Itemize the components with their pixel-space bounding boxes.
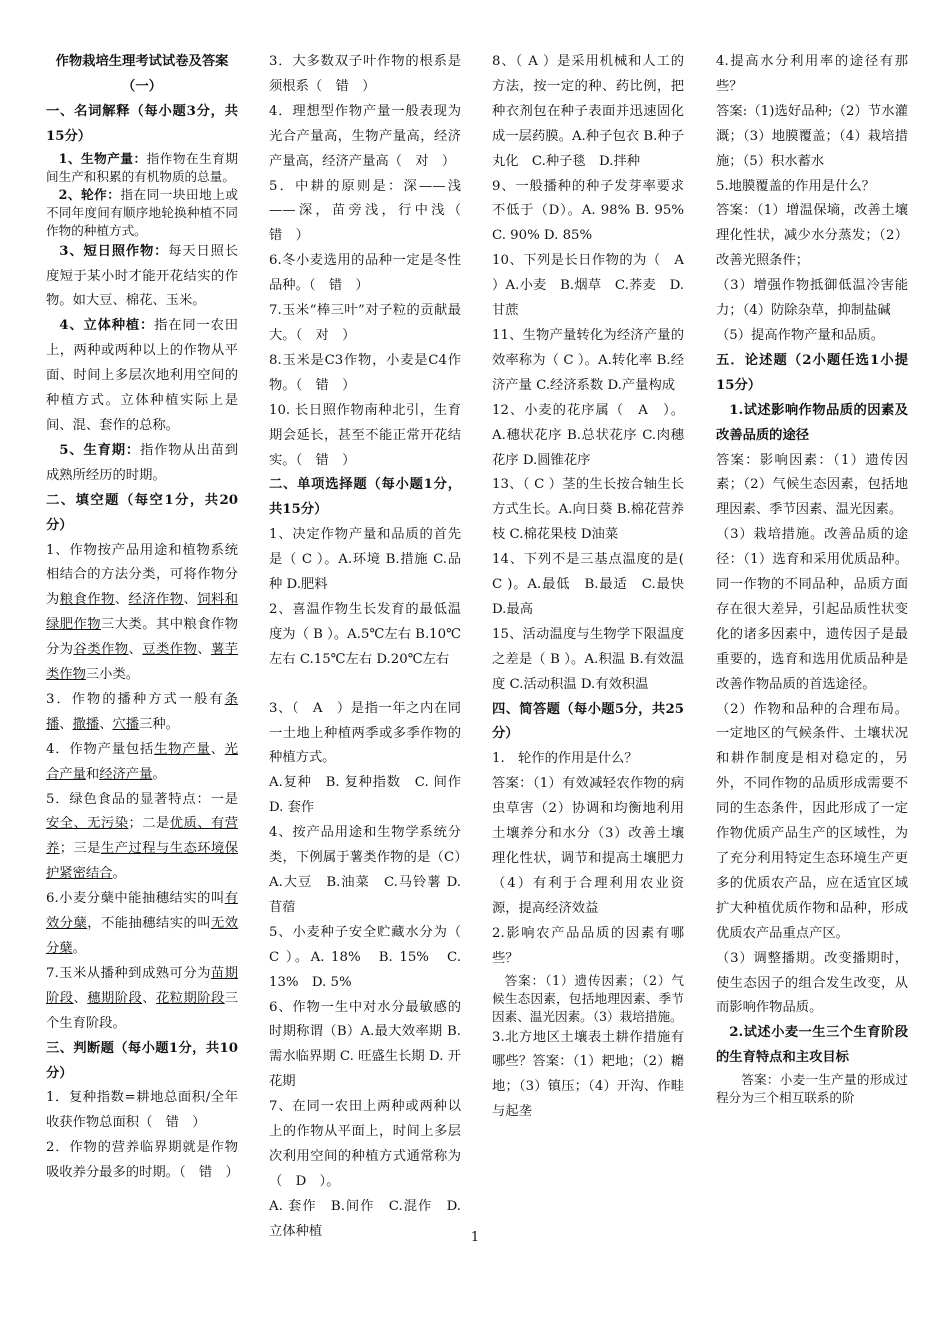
short-question: 4.提高水分利用率的途径有那些？ xyxy=(716,54,908,94)
essay-answer: （3）调整播期。改变播期时，使生态因子的组合发生改变，从而影响作物品质。 xyxy=(716,950,908,1016)
judge-item: 7.玉米“棒三叶”对子粒的贡献最大。（ 对 ） xyxy=(269,303,461,343)
choice-item: 8、（ A ）是采用机械和人工的方法，按一定的种、药比例，把种衣剂包在种子表面并迅速固化成一层药膜。A.种子包衣 B.种子丸化 C.种子毯 D.拌种 xyxy=(492,54,684,169)
short-question: 1. 轮作的作用是什么？ xyxy=(492,751,638,767)
short-answer: 答案：（1）增温保墒，改善土壤理化性状，减少水分蒸发；（2）改善光照条件； xyxy=(716,203,908,269)
choice-item: 3、（ A ）是指一年之内在同一土地上种植两季或多季作物的种植方式。 xyxy=(269,700,461,766)
column-1 xyxy=(46,50,238,1186)
fill-question: 3．作物的播种方式一般有条播、撒播、穴播三种。 xyxy=(46,691,238,732)
essay-question: 2.试述小麦一生三个生育阶段的生育特点和主攻目标 xyxy=(716,1025,908,1066)
term-item: 3、短日照作物：每天日照长度短于某小时才能开花结实的作物。如大豆、棉花、玉米。 xyxy=(46,243,238,309)
page-number: 1 xyxy=(470,1230,480,1245)
judge-item: 6.冬小麦选用的品种一定是冬性品种。（ 错 ） xyxy=(269,253,461,294)
fill-question: 1、作物按产品用途和植物系统相结合的方法分类，可将作物分为粮食作物、经济作物、饲料和绿肥作物三大类。其中粮食作物分为谷类作物、豆类作物、薯芋类作物三小类。 xyxy=(46,542,239,683)
essay-answer: 答案：小麦一生产量的形成过程分为三个相互联系的阶 xyxy=(716,1072,908,1106)
choice-item: 6、作物一生中对水分最敏感的时期称谓（B）A.最大效率期 B.需水临界期 C. 旺盛生长期 D. 开花期 xyxy=(269,999,461,1090)
short-answer: （3）增强作物抵御低温冷害能力；（4）防除杂草，抑制盐碱 xyxy=(716,278,908,319)
fill-question: 4．作物产量包括生物产量、光合产量和经济产量。 xyxy=(46,741,239,782)
column-2 xyxy=(269,50,475,1245)
column-4 xyxy=(716,50,908,1107)
choice-item: 4、按产品用途和生物学系统分类，下例属于薯类作物的是（C）A.大豆 B.油菜 C.马铃薯 D.苜蓿 xyxy=(269,825,461,915)
judge-item: 8.玉米是C3作物，小麦是C4作物。（ 错 ） xyxy=(269,352,461,393)
section-heading-terms: 一、名词解释（每小题3分，共15分） xyxy=(46,103,238,144)
short-answer: 答案:（1)选好品种;（2）节水灌溉；（3）地膜覆盖；（4）栽培措施；（5）积水蓄水 xyxy=(716,103,908,169)
short-answer: （5）提高作物产量和品质。 xyxy=(716,327,885,343)
short-question: 5.地膜覆盖的作用是什么？ xyxy=(716,178,875,194)
column-3 xyxy=(492,50,698,1125)
choice-item: A. 套作 B.间作 C.混作 D. 立体种植 xyxy=(269,1198,461,1239)
doc-subtitle: （一） xyxy=(122,78,162,94)
judge-item: 1．复种指数=耕地总面积/全年收获作物总面积（ 错 ） xyxy=(46,1090,238,1131)
term-item: 4、立体种植：指在同一农田上，两种或两种以上的作物从平面、时间上多层次地利用空间的种植方式。立体种植实际上是间、混、套作的总称。 xyxy=(46,318,238,433)
judge-item: 2．作物的营养临界期就是作物吸收养分最多的时期。（ 错 ） xyxy=(46,1140,239,1181)
choice-item: 12、小麦的花序属（ A ）。A.穗状花序 B.总状花序 C.肉穗花序 D.圆锥花序 xyxy=(492,402,684,468)
essay-answer: 答案：影响因素：（1）遗传因素；（2）气候生态因素，包括地理因素、季节因素、温光因素。 xyxy=(716,452,908,518)
choice-item: A.复种 B. 复种指数 C. 间作 D. 套作 xyxy=(269,775,475,816)
fill-question: 5．绿色食品的显著特点：一是安全、无污染；二是优质、有营养；三是生产过程与生态环境保护紧密结合。 xyxy=(46,791,239,882)
choice-item: 9、一般播种的种子发芽率要求不低于（D）。A. 98% B. 95% C. 90% D. 85% xyxy=(492,178,684,244)
essay-answer: （3）栽培措施。改善品质的途径：（1）选育和采用优质品种。同一作物的不同品种，品质方面存在很大差异，引起品质性状变化的诸多因素中，遗传因子是最重要的，选育和选用优质品种是改善作物品质的首选途径。 xyxy=(716,527,908,692)
judge-item: 5．中耕的原则是：深——浅——深，苗旁浅，行中浅（ 错 ） xyxy=(269,178,475,244)
fill-question: 7.玉米从播种到成熟可分为苗期阶段、穗期阶段、花粒期阶段三个生育阶段。 xyxy=(46,965,239,1031)
essay-answer: （2）作物和品种的合理布局。一定地区的气候条件、土壤状况和耕作制度是相对稳定的，另外，不同作物的品质形成需要不同的生态条件，因此形成了一定作物优质产品生产的区域性，为了充分利用特定生态环境生产更多的优质农产品，应在适宜区域扩大种植优质作物和品种，形成优质农产品重点产区。 xyxy=(716,701,908,941)
choice-item: 10、下列是长日作物的为（ A ）A.小麦 B.烟草 C.荞麦 D.甘蔗 xyxy=(492,253,684,319)
short-answer: 答案：（1）遗传因素；（2）气候生态因素，包括地理因素、季节因素、温光因素。（3）栽培措施。 xyxy=(492,972,684,1024)
choice-item: 1、决定作物产量和品质的首先是（ C ）。A.环境 B.措施 C.品种 D.肥料 xyxy=(269,527,461,593)
choice-item: 13、（ C ）茎的生长按合轴生长方式生长。A.向日葵 B.棉花营养枝 C.棉花果枝 D油菜 xyxy=(492,477,684,543)
section-heading-judge: 三、判断题（每小题1分，共10分） xyxy=(46,1040,238,1081)
section-heading-short: 四、简答题（每小题5分，共25分） xyxy=(492,701,684,742)
choice-item: 2、喜温作物生长发育的最低温度为（ B ）。A.5℃左右 B.10℃左右 C.15℃左右 D.20℃左右 xyxy=(269,601,461,667)
choice-item: 11、生物产量转化为经济产量的效率称为（ C ）。A.转化率 B.经济产量 C.经济系数 D.产量构成 xyxy=(492,327,684,393)
doc-title: 作物栽培生理考试试卷及答案 xyxy=(55,54,229,69)
judge-item: 10. 长日照作物南种北引，生育期会延长，甚至不能正常开花结实。（ 错 ） xyxy=(269,402,461,468)
choice-item: 7、在同一农田上两种或两种以上的作物从平面上，时间上多层次利用空间的种植方式通常称为（ D ）。 xyxy=(269,1099,461,1189)
essay-question: 1.试述影响作物品质的因素及改善品质的途径 xyxy=(716,402,908,443)
section-heading-fill: 二、填空题（每空1分，共20分） xyxy=(46,492,238,533)
short-question: 2.影响农产品品质的因素有哪些？ xyxy=(492,925,684,966)
choice-item: 14、下列不是三基点温度的是( C )。A.最低 B.最适 C.最快 D.最高 xyxy=(492,552,698,617)
short-question: 3.北方地区土壤表土耕作措施有哪些？答案：（1）耙地；（2）耱地；（3）镇压；（4）开沟、作畦与起垄 xyxy=(492,1029,684,1120)
section-heading-choice: 二、单项选择题（每小题1分，共15分） xyxy=(269,477,461,518)
spacer xyxy=(269,673,461,697)
term-item: 5、生育期：指作物从出苗到成熟所经历的时期。 xyxy=(46,442,238,483)
choice-item: 15、活动温度与生物学下限温度之差是（ B ）。A.积温 B.有效温度 C.活动积温 D.有效积温 xyxy=(492,626,684,692)
judge-item: 3．大多数双子叶作物的根系是须根系（ 错 ） xyxy=(269,54,461,94)
short-answer: 答案：（1）有效减轻农作物的病虫草害（2）协调和均衡地利用土壤养分和水分（3）改善土壤理化性状，调节和提高土壤肥力（4）有利于合理利用农业资源，提高经济效益 xyxy=(492,776,684,916)
term-item: 1、生物产量：指作物在生育期间生产和积累的有机物质的总量。 xyxy=(46,150,239,184)
section-heading-essay: 五．论述题（2小题任选1小提15分） xyxy=(716,352,908,393)
term-item: 2、轮作：指在同一块田地上或不同年度间有顺序地轮换种植不同作物的种植方式。 xyxy=(46,186,239,238)
fill-question: 6.小麦分蘖中能抽穗结实的叫有效分蘖，不能抽穗结实的叫无效分蘖。 xyxy=(46,891,239,956)
choice-item: 5、小麦种子安全贮藏水分为（ C ）。A. 18% B. 15% C. 13% D. 5% xyxy=(269,924,461,990)
judge-item: 4．理想型作物产量一般表现为光合产量高，生物产量高，经济产量高，经济产量高（ 对 ） xyxy=(269,103,461,169)
